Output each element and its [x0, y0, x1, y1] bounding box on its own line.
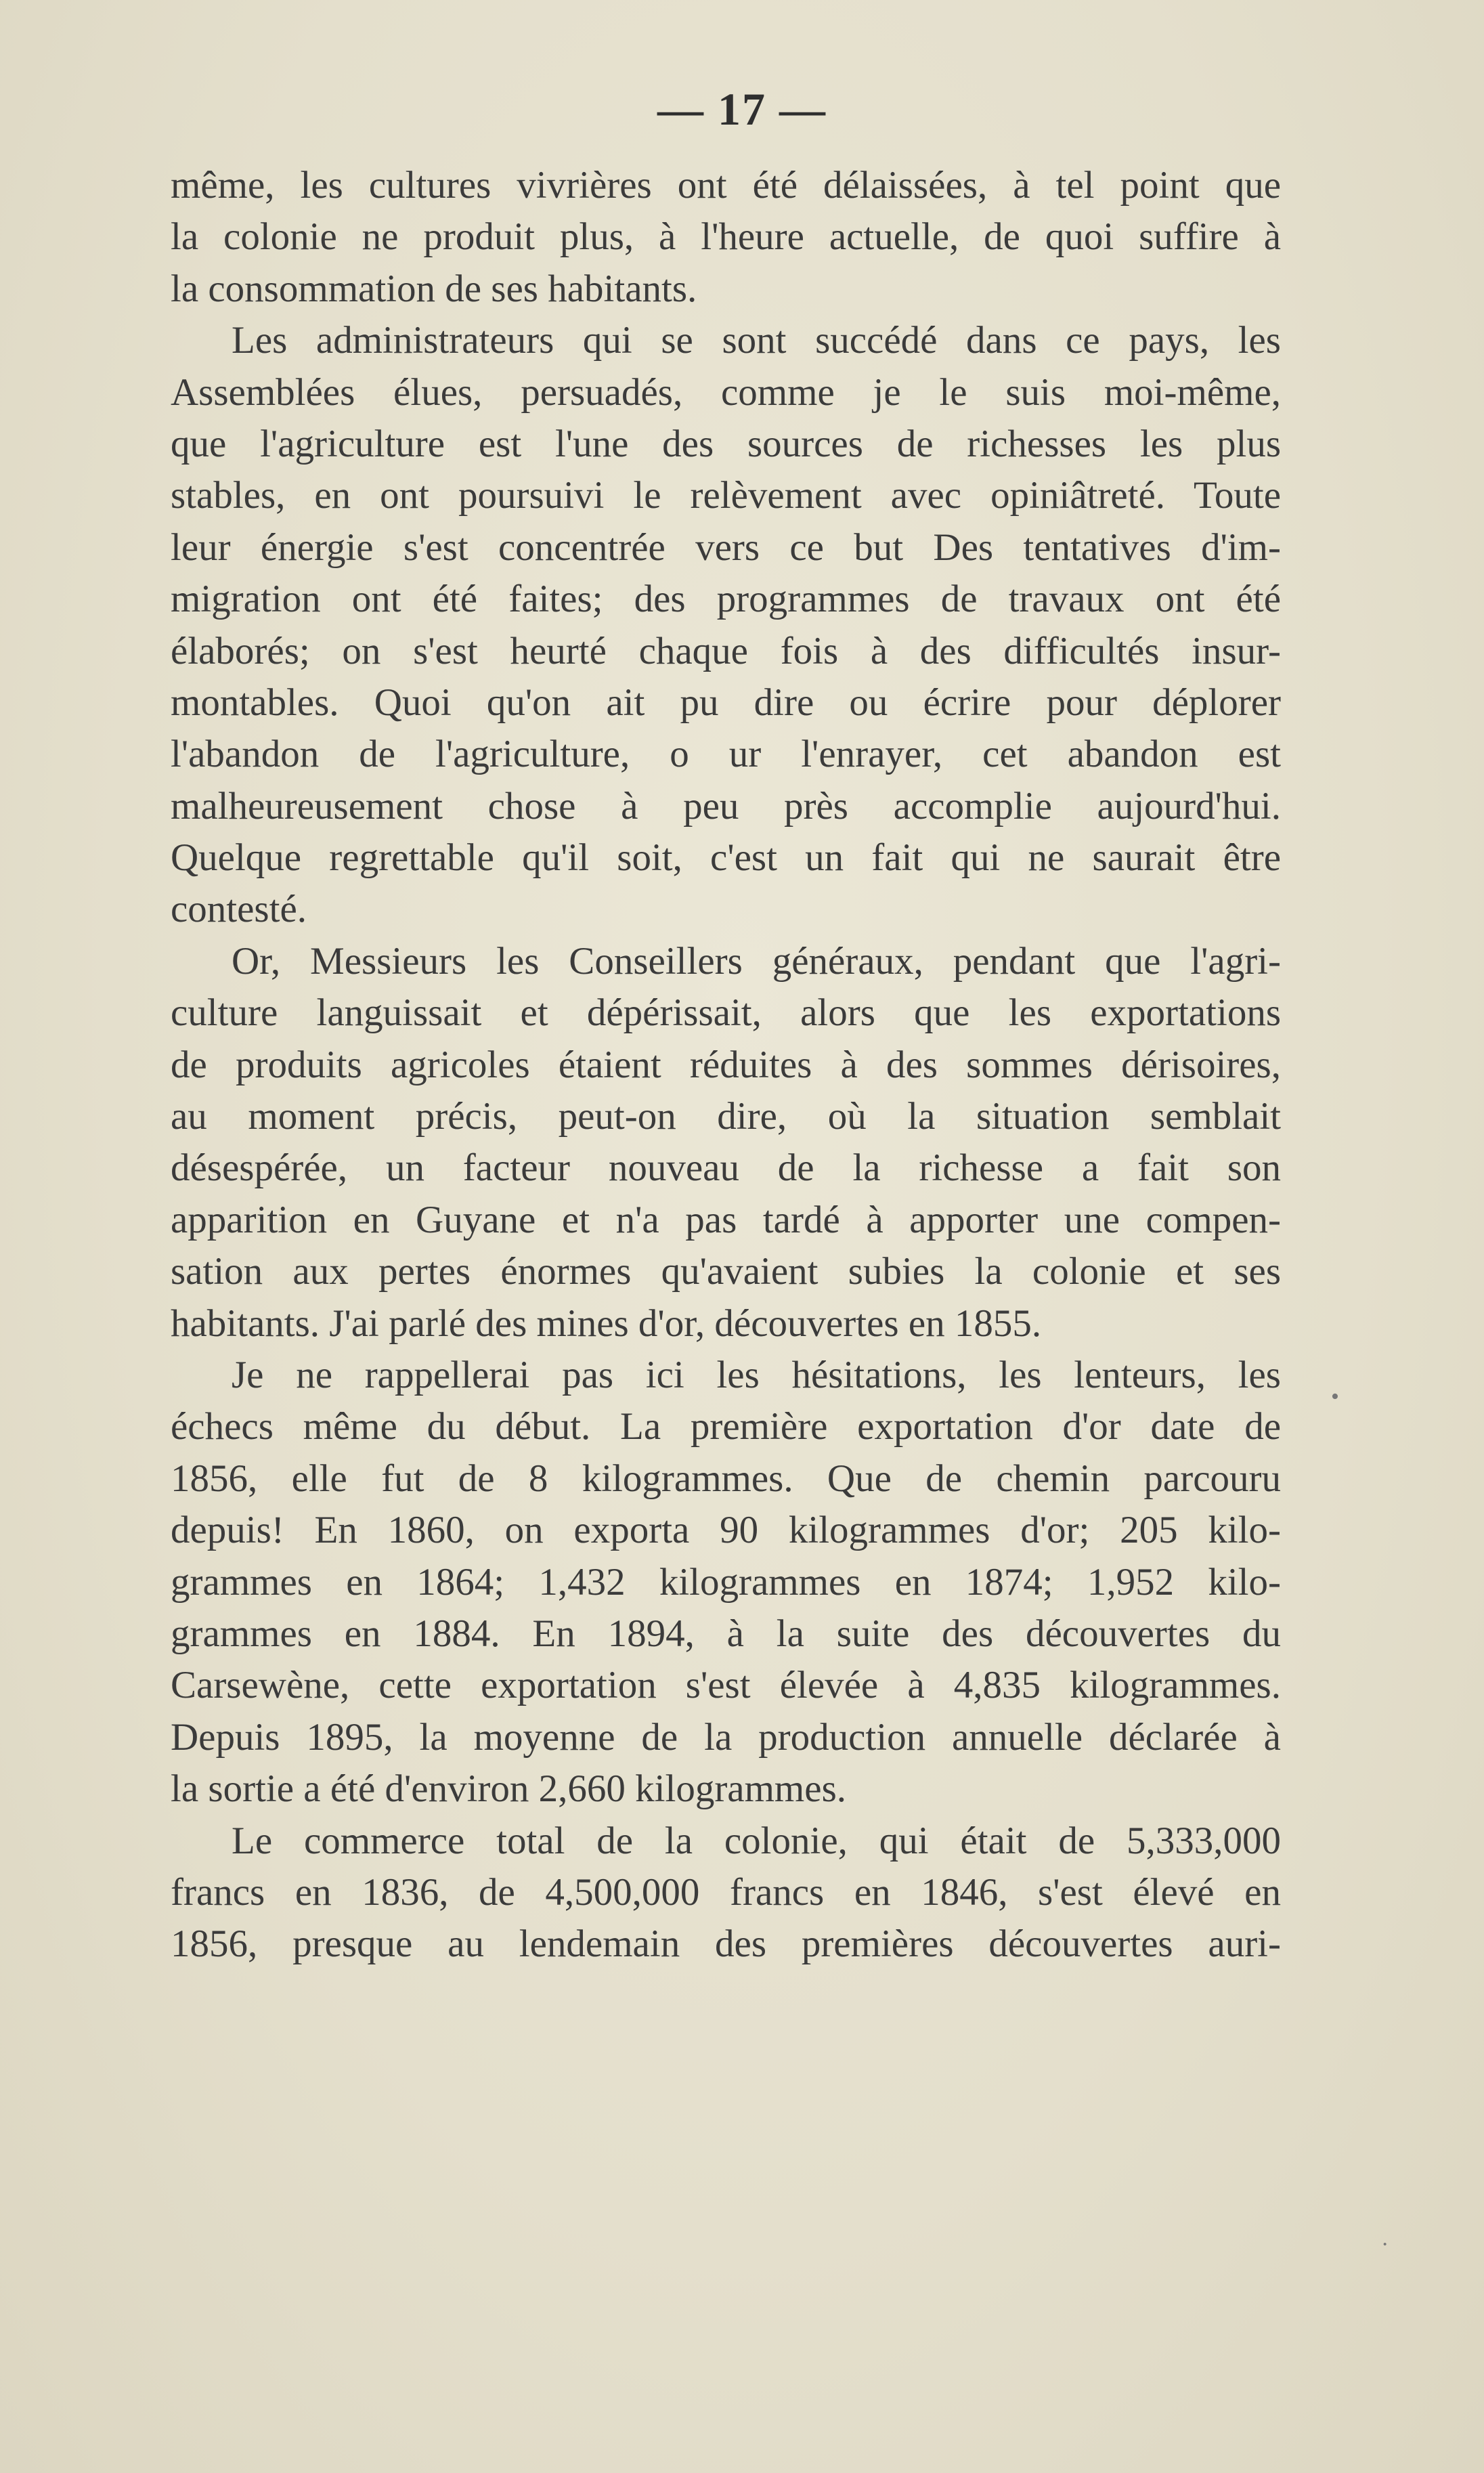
- text-line: Depuis 1895, la moyenne de la production annuelle déclarée à: [171, 1715, 1281, 1759]
- text-line: même, les cultures vivrières ont été délaissées, à tel point que: [171, 164, 1281, 207]
- text-line: francs en 1836, de 4,500,000 francs en 1846, s'est élevé en: [171, 1870, 1281, 1914]
- text-line: désespérée, un facteur nouveau de la richesse a fait son: [171, 1146, 1281, 1190]
- text-line: échecs même du début. La première exportation d'or date de: [171, 1405, 1281, 1448]
- text-line: Carsewène, cette exportation s'est élevée à 4,835 kilogrammes.: [171, 1664, 1281, 1707]
- text-line: la colonie ne produit plus, à l'heure actuelle, de quoi suffire à: [171, 215, 1281, 259]
- text-line: de produits agricoles étaient réduites à des sommes dérisoires,: [171, 1043, 1281, 1086]
- text-line: 1856, presque au lendemain des premières découvertes auri-: [171, 1922, 1281, 1966]
- text-line: Or, Messieurs les Conseillers généraux, pendant que l'agri-: [232, 939, 1281, 983]
- text-line: stables, en ont poursuivi le relèvement avec opiniâtreté. Toute: [171, 474, 1281, 517]
- text-line: la sortie a été d'environ 2,660 kilogrammes.: [171, 1767, 847, 1811]
- page-number: — 17 —: [657, 83, 827, 135]
- text-line: malheureusement chose à peu près accomplie aujourd'hui.: [171, 784, 1281, 827]
- text-line: apparition en Guyane et n'a pas tardé à apporter une compen-: [171, 1198, 1281, 1241]
- text-line: sation aux pertes énormes qu'avaient subies la colonie et ses: [171, 1250, 1281, 1293]
- margin-speck: ·: [1381, 2232, 1389, 2257]
- text-line: contesté.: [171, 888, 307, 931]
- margin-speck: •: [1331, 1384, 1339, 1409]
- text-line: l'abandon de l'agriculture, o ur l'enrayer, cet abandon est: [171, 733, 1281, 776]
- text-line: grammes en 1864; 1,432 kilogrammes en 1874; 1,952 kilo-: [171, 1560, 1281, 1604]
- text-line: 1856, elle fut de 8 kilogrammes. Que de chemin parcouru: [171, 1457, 1281, 1500]
- text-line: Assemblées élues, persuadés, comme je le suis moi-même,: [171, 370, 1281, 414]
- text-line: au moment précis, peut-on dire, où la situation semblait: [171, 1095, 1281, 1138]
- text-line: que l'agriculture est l'une des sources de richesses les plus: [171, 422, 1281, 465]
- text-line: Les administrateurs qui se sont succédé dans ce pays, les: [232, 319, 1281, 362]
- text-line: migration ont été faites; des programmes de travaux ont été: [171, 578, 1281, 621]
- text-line: leur énergie s'est concentrée vers ce but Des tentatives d'im-: [171, 525, 1281, 569]
- text-line: la consommation de ses habitants.: [171, 267, 697, 310]
- text-line: habitants. J'ai parlé des mines d'or, découvertes en 1855.: [171, 1302, 1042, 1345]
- text-line: montables. Quoi qu'on ait pu dire ou écrire pour déplorer: [171, 681, 1281, 724]
- text-line: élaborés; on s'est heurté chaque fois à des difficultés insur-: [171, 629, 1281, 672]
- text-line: Je ne rappellerai pas ici les hésitations, les lenteurs, les: [232, 1353, 1281, 1396]
- text-line: Le commerce total de la colonie, qui était de 5,333,000: [232, 1819, 1281, 1862]
- body-text: [171, 160, 1281, 1971]
- text-line: Quelque regrettable qu'il soit, c'est un fait qui ne saurait être: [171, 836, 1281, 880]
- text-line: culture languissait et dépérissait, alors que les exportations: [171, 991, 1281, 1035]
- text-line: depuis! En 1860, on exporta 90 kilogrammes d'or; 205 kilo-: [171, 1509, 1281, 1552]
- text-line: grammes en 1884. En 1894, à la suite des découvertes du: [171, 1612, 1281, 1655]
